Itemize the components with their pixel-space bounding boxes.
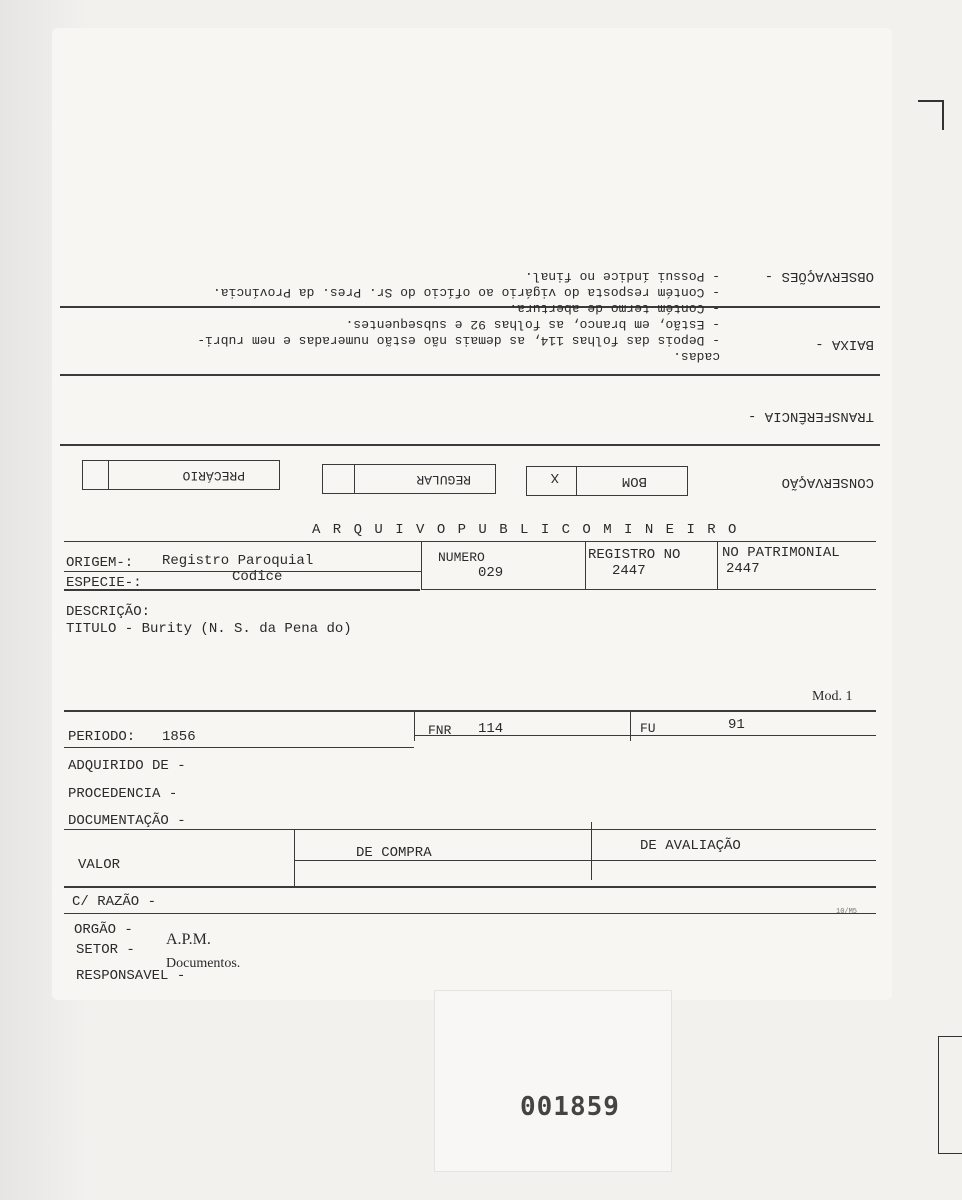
rule-header-bottom [64, 589, 420, 591]
rule-valor-mid [294, 860, 876, 861]
setor-label: SETOR - [76, 942, 135, 958]
procedencia-label: PROCEDENCIA - [68, 786, 178, 802]
fu-value: 91 [728, 717, 745, 733]
corner-crop-mark-top [918, 100, 944, 102]
rule-header-top [64, 541, 876, 542]
rule-razao [64, 913, 876, 914]
fnr-label: FNR [428, 723, 452, 738]
rule-below-periodo-left [64, 747, 414, 748]
rule-below-periodo [414, 735, 876, 736]
periodo-label: PERIODO: [68, 729, 136, 745]
archive-title: A R Q U I V O P U B L I C O M I N E I R O [312, 522, 739, 538]
origem-label: ORIGEM-: [66, 555, 134, 571]
baixa-label: BAIXA - [815, 336, 874, 352]
observacao-line: - Possui índice no final. [524, 269, 720, 284]
conservacao-row [60, 458, 880, 498]
valor-divider-1 [294, 830, 295, 886]
regular-label: REGULAR [416, 472, 471, 487]
fnr-value: 114 [478, 721, 504, 737]
precario-label: PRECÁRIO [182, 468, 245, 483]
rule-above-baixa [60, 306, 880, 308]
valor-label: VALOR [78, 857, 121, 873]
observacao-line: cadas. [673, 349, 720, 364]
origem-value: Registro Paroquial [162, 553, 314, 569]
periodo-value: 1856 [162, 729, 196, 745]
rule-above-periodo [64, 710, 876, 712]
bom-label: BOM [621, 473, 647, 489]
especie-label: ESPECIE-: [66, 575, 142, 591]
especie-value: Codice [232, 569, 283, 585]
numero-value: 029 [478, 565, 504, 581]
periodo-divider-2 [630, 711, 631, 741]
rule-above-conservacao [60, 444, 880, 446]
de-compra-label: DE COMPRA [356, 845, 432, 861]
responsavel-value: Documentos. [166, 956, 241, 971]
bom-divider [576, 467, 577, 495]
observacoes-label: OBSERVAÇÕES - [764, 268, 874, 284]
numero-label: NUMERO [438, 550, 485, 565]
razao-label: C/ RAZÃO - [72, 894, 157, 910]
setor-value: A.P.M. [166, 931, 211, 948]
stamp-number: 001859 [520, 1092, 620, 1122]
registro-value: 2447 [612, 563, 646, 579]
col-divider-3 [717, 542, 718, 590]
rule-documentacao [64, 829, 876, 830]
observacao-line: - Depois das folhas 114, as demais não estão numeradas e nem rubri- [197, 333, 720, 348]
col-divider-2 [585, 542, 586, 590]
fu-label: FU [640, 721, 656, 736]
conservacao-label: CONSERVAÇÃO [781, 474, 874, 490]
precario-box [82, 460, 280, 490]
regular-divider [354, 465, 355, 493]
adquirido-label: ADQUIRIDO DE - [68, 758, 186, 774]
mod-label: Mod. 1 [812, 689, 853, 704]
transferencia-label: TRANSFERÊNCIA - [747, 408, 874, 424]
patrimonial-value: 2447 [726, 561, 760, 577]
valor-divider-2 [591, 822, 592, 880]
bom-mark: X [550, 469, 559, 485]
registro-label: REGISTRO NO [588, 547, 681, 563]
rule-valor-bottom [64, 886, 876, 888]
descricao-label: DESCRIÇÃO: [66, 604, 151, 620]
corner-crop-mark [918, 100, 944, 130]
observacao-line: - Contém resposta do vigário ao ofício do Sr. Pres. da Província. [212, 285, 720, 300]
upside-down-section [60, 150, 880, 510]
responsavel-label: RESPONSAVEL - [76, 968, 186, 984]
stamp-card [434, 990, 672, 1172]
bom-box [526, 466, 688, 496]
de-avaliacao-label: DE AVALIAÇÃO [640, 838, 741, 854]
orgao-label: ORGÃO - [74, 922, 133, 938]
rule-header-bottom-right [421, 589, 876, 590]
observacao-line: - Contém termo de abertura. [509, 301, 720, 316]
documentacao-label: DOCUMENTAÇÃO - [68, 813, 186, 829]
observacao-line: - Estão, em branco, as folhas 92 e subsequentes. [345, 317, 720, 332]
form-code: 10/M5 [836, 908, 858, 916]
patrimonial-label: NO PATRIMONIAL [722, 545, 840, 561]
rule-above-transferencia [60, 374, 880, 376]
col-divider-1 [421, 542, 422, 590]
periodo-divider-1 [414, 711, 415, 741]
titulo-line: TITULO - Burity (N. S. da Pena do) [66, 621, 352, 637]
edge-box [938, 1036, 962, 1154]
precario-divider [108, 461, 109, 489]
regular-box [322, 464, 496, 494]
